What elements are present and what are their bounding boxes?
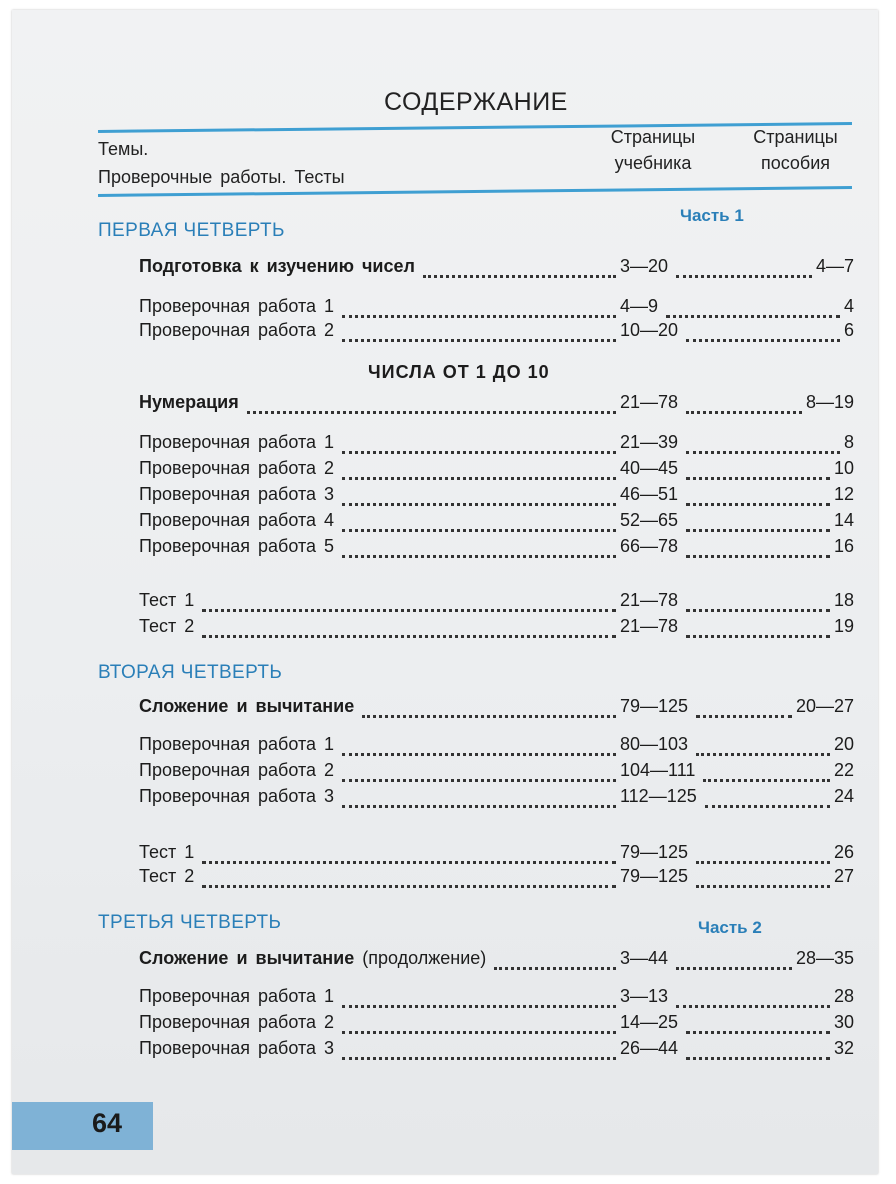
dot-leader	[676, 991, 830, 1008]
row-topic	[139, 734, 334, 755]
row-topic	[139, 986, 334, 1007]
row-guide-pages: 28—35	[795, 948, 854, 968]
dot-leader	[202, 871, 616, 888]
row-topic-text: Проверочная работа 3	[139, 786, 335, 806]
row-textbook-pages: 3—44	[620, 948, 669, 968]
dot-leader	[342, 463, 616, 480]
row-topic-note: (продолжение)	[362, 948, 487, 968]
dot-leader	[686, 621, 830, 638]
row-textbook-pages: 21—78	[620, 392, 679, 412]
section-first-quarter: ПЕРВАЯ ЧЕТВЕРТЬ	[98, 220, 285, 241]
row-topic	[139, 484, 334, 505]
dot-leader	[247, 397, 616, 414]
dot-leader	[423, 261, 616, 278]
row-textbook-pages: 52—65	[620, 510, 679, 530]
row-textbook-pages: 3—20	[620, 256, 669, 276]
contents-row	[12, 590, 878, 614]
row-topic	[139, 1038, 334, 1059]
row-topic	[139, 458, 334, 479]
dot-leader	[342, 489, 616, 506]
dot-leader	[494, 953, 616, 970]
row-guide-pages: 8	[843, 432, 854, 452]
row-textbook-pages: 66—78	[620, 536, 679, 556]
row-textbook-pages: 21—78	[620, 590, 679, 610]
row-topic	[139, 392, 239, 413]
row-textbook-pages: 3—13	[620, 986, 669, 1006]
row-guide-pages: 12	[833, 484, 854, 504]
row-topic-text: Проверочная работа 3	[139, 1038, 335, 1058]
row-topic-text: Проверочная работа 2	[139, 458, 335, 478]
contents-row	[12, 458, 878, 482]
dot-leader	[202, 621, 616, 638]
row-topic-text: Сложение и вычитание	[139, 948, 355, 968]
contents-row	[12, 432, 878, 456]
contents-row	[12, 536, 878, 560]
row-topic	[139, 536, 334, 557]
row-guide-pages: 20	[833, 734, 854, 754]
row-topic	[139, 842, 194, 863]
row-guide-pages: 30	[833, 1012, 854, 1032]
dot-leader	[342, 765, 616, 782]
dot-leader	[202, 847, 616, 864]
dot-leader	[703, 765, 830, 782]
dot-leader	[696, 871, 830, 888]
numbers-1-10-heading: ЧИСЛА ОТ 1 ДО 10	[368, 362, 550, 382]
row-topic-text: Проверочная работа 2	[139, 1012, 335, 1032]
dot-leader	[342, 739, 616, 756]
contents-row	[12, 510, 878, 534]
row-topic-text: Проверочная работа 1	[139, 296, 335, 316]
row-guide-pages: 20—27	[795, 696, 854, 716]
row-topic-text: Тест 1	[139, 842, 195, 862]
row-topic	[139, 510, 334, 531]
dot-leader	[342, 1017, 616, 1034]
contents-row	[12, 696, 878, 720]
row-topic-text: Проверочная работа 1	[139, 986, 335, 1006]
dot-leader	[342, 991, 616, 1008]
page-number-tab	[12, 1102, 153, 1150]
dot-leader	[676, 953, 792, 970]
dot-leader	[705, 791, 830, 808]
row-guide-pages: 24	[833, 786, 854, 806]
row-topic	[139, 696, 354, 717]
row-topic	[139, 1012, 334, 1033]
row-guide-pages: 27	[833, 866, 854, 886]
header-guide-line1: Страницы	[753, 127, 838, 147]
row-guide-pages: 8—19	[805, 392, 854, 412]
contents-row	[12, 320, 878, 344]
row-guide-pages: 19	[833, 616, 854, 636]
row-topic	[139, 786, 334, 807]
row-textbook-pages: 26—44	[620, 1038, 679, 1058]
contents-row	[12, 786, 878, 810]
contents-row	[12, 256, 878, 280]
dot-leader	[342, 325, 616, 342]
dot-leader	[686, 541, 830, 558]
dot-leader	[342, 1043, 616, 1060]
row-guide-pages: 4	[843, 296, 854, 316]
dot-leader	[696, 701, 792, 718]
row-topic-text: Проверочная работа 3	[139, 484, 335, 504]
contents-row	[12, 734, 878, 758]
row-topic	[139, 616, 194, 637]
contents-row	[12, 986, 878, 1010]
dot-leader	[342, 541, 616, 558]
dot-leader	[676, 261, 812, 278]
header-topics: Темы.	[98, 139, 149, 159]
row-topic-text: Проверочная работа 5	[139, 536, 335, 556]
row-guide-pages: 14	[833, 510, 854, 530]
contents-row	[12, 1038, 878, 1062]
contents-row	[12, 866, 878, 890]
dot-leader	[342, 301, 616, 318]
page-number: 64	[92, 1108, 123, 1138]
row-topic-text: Нумерация	[139, 392, 239, 412]
dot-leader	[686, 463, 830, 480]
row-textbook-pages: 21—39	[620, 432, 679, 452]
dot-leader	[342, 791, 616, 808]
contents-row	[12, 616, 878, 640]
part-1-label: Часть 1	[680, 206, 744, 225]
row-guide-pages: 16	[833, 536, 854, 556]
row-topic	[139, 432, 334, 453]
dot-leader	[696, 739, 830, 756]
row-topic-text: Тест 1	[139, 590, 195, 610]
row-topic-text: Проверочная работа 1	[139, 734, 335, 754]
row-guide-pages: 10	[833, 458, 854, 478]
dot-leader	[686, 397, 802, 414]
contents-row	[12, 948, 878, 972]
contents-row	[12, 296, 878, 320]
book-page	[12, 10, 878, 1174]
row-topic-text: Проверочная работа 2	[139, 760, 335, 780]
row-guide-pages: 26	[833, 842, 854, 862]
row-topic	[139, 760, 334, 781]
row-textbook-pages: 79—125	[620, 696, 689, 716]
row-textbook-pages: 14—25	[620, 1012, 679, 1032]
row-topic-text: Подготовка к изучению чисел	[139, 256, 415, 276]
row-guide-pages: 28	[833, 986, 854, 1006]
section-third-quarter: ТРЕТЬЯ ЧЕТВЕРТЬ	[98, 912, 282, 933]
row-textbook-pages: 10—20	[620, 320, 679, 340]
row-topic-text: Сложение и вычитание	[139, 696, 355, 716]
dot-leader	[342, 515, 616, 532]
row-topic	[139, 320, 334, 341]
dot-leader	[362, 701, 616, 718]
contents-row	[12, 842, 878, 866]
row-textbook-pages: 4—9	[620, 296, 659, 316]
row-topic-text: Проверочная работа 2	[139, 320, 335, 340]
header-textbook-line1: Страницы	[610, 127, 696, 147]
row-textbook-pages: 79—125	[620, 842, 689, 862]
dot-leader	[666, 301, 840, 318]
row-topic-text: Проверочная работа 4	[139, 510, 335, 530]
dot-leader	[686, 437, 840, 454]
contents-row	[12, 1012, 878, 1036]
header-guide-line2: пособия	[760, 153, 831, 173]
row-guide-pages: 18	[833, 590, 854, 610]
row-guide-pages: 32	[833, 1038, 854, 1058]
dot-leader	[686, 489, 830, 506]
row-topic	[139, 256, 415, 277]
row-guide-pages: 6	[843, 320, 854, 340]
row-textbook-pages: 79—125	[620, 866, 689, 886]
header-textbook-line2: учебника	[614, 153, 692, 173]
row-textbook-pages: 104—111	[620, 760, 696, 780]
row-topic-text: Тест 2	[139, 866, 195, 886]
contents-row	[12, 760, 878, 784]
contents-row	[12, 484, 878, 508]
section-second-quarter: ВТОРАЯ ЧЕТВЕРТЬ	[98, 662, 283, 683]
header-tests: Проверочные работы. Тесты	[98, 167, 345, 187]
dot-leader	[686, 515, 830, 532]
row-textbook-pages: 80—103	[620, 734, 689, 754]
dot-leader	[686, 325, 840, 342]
row-topic	[139, 866, 194, 887]
row-topic	[139, 590, 194, 611]
contents-row	[12, 392, 878, 416]
dot-leader	[696, 847, 830, 864]
row-textbook-pages: 46—51	[620, 484, 679, 504]
dot-leader	[686, 595, 830, 612]
header-guide-col	[748, 124, 843, 176]
row-topic-text: Тест 2	[139, 616, 195, 636]
header-textbook-col	[608, 124, 698, 176]
header-top-rule	[98, 122, 852, 133]
row-textbook-pages: 21—78	[620, 616, 679, 636]
row-textbook-pages: 40—45	[620, 458, 679, 478]
dot-leader	[686, 1017, 830, 1034]
row-topic	[139, 296, 334, 317]
row-textbook-pages: 112—125	[620, 786, 697, 806]
row-topic	[139, 948, 486, 969]
row-topic-text: Проверочная работа 1	[139, 432, 335, 452]
page-title: СОДЕРЖАНИЕ	[384, 88, 568, 116]
row-guide-pages: 22	[833, 760, 854, 780]
row-guide-pages: 4—7	[815, 256, 854, 276]
part-2-label: Часть 2	[698, 918, 762, 937]
dot-leader	[686, 1043, 830, 1060]
dot-leader	[342, 437, 616, 454]
dot-leader	[202, 595, 616, 612]
